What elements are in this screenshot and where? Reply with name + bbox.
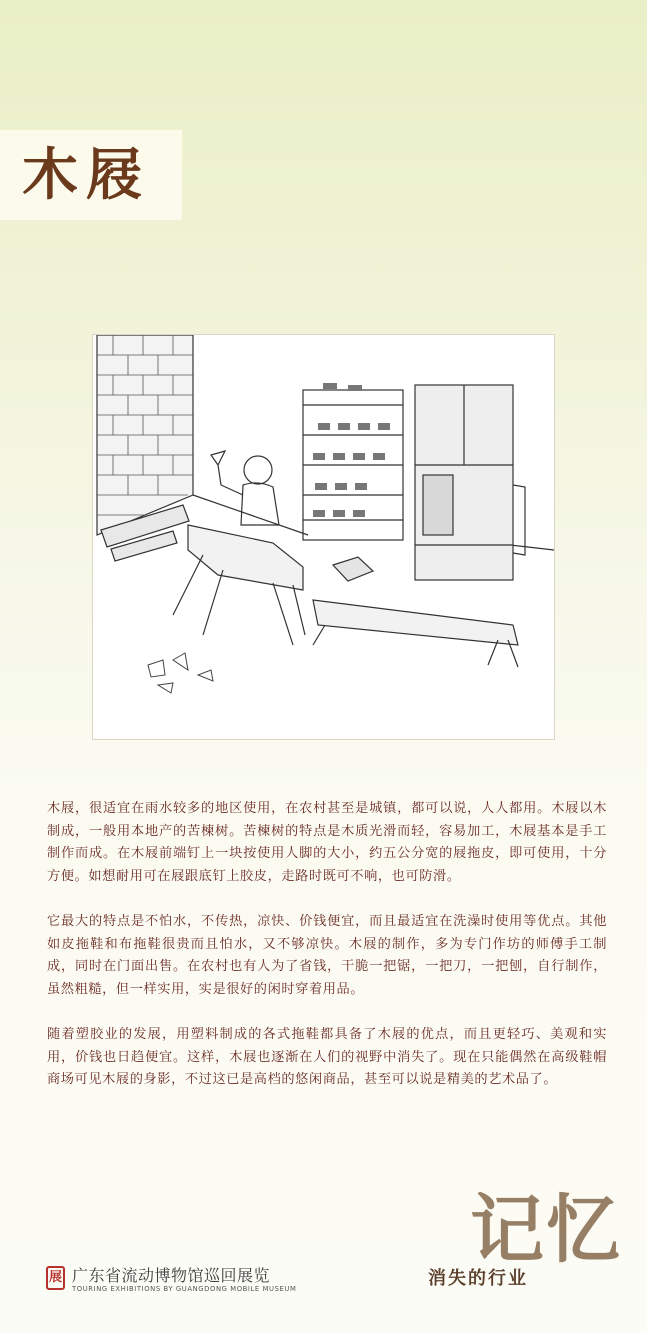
article-body [47, 798, 607, 1115]
paragraph-2: 它最大的特点是不怕水，不传热，凉快、价钱便宜，而且最适宜在洗澡时使用等优点。其他如皮拖鞋和布拖鞋很贵而且怕水，又不够凉快。木屐的制作，多为专门作坊的师傅手工制成，同时在门面出售。在农村也有人为了省钱，干脆一把锯，一把刀，一把刨，自行制作，虽然粗糙，但一样实用，实是很好的闲时穿着用品。 [47, 914, 607, 997]
series-subtitle: 消失的行业 [428, 1268, 528, 1289]
woodworking-sketch-icon [93, 335, 554, 739]
museum-logo-icon: 展 [46, 1266, 65, 1290]
organizer-name: 广东省流动博物馆巡回展览 [72, 1266, 271, 1285]
series-logo-text: 记忆 [470, 1187, 622, 1273]
organizer-name-english: TOURING EXHIBITIONS BY GUANGDONG MOBILE MUSEUM [72, 1285, 297, 1293]
paragraph-1: 木屐，很适宜在雨水较多的地区使用，在农村甚至是城镇，都可以说，人人都用。木屐以木制成，一般用本地产的苦楝树。苦楝树的特点是木质光滑而轻，容易加工，木屐基本是手工制作而成。在木屐前端钉上一块按使用人脚的大小，约五公分宽的屐拖皮，即可使用，十分方便。如想耐用可在屐跟底钉上胶皮，走路时既可不响，也可防滑。 [47, 801, 607, 884]
page-title: 木屐 [22, 142, 150, 208]
paragraph-3: 随着塑胶业的发展，用塑料制成的各式拖鞋都具备了木屐的优点，而且更轻巧、美观和实用，价钱也日趋便宜。这样，木屐也逐渐在人们的视野中消失了。现在只能偶然在高级鞋帽商场可见木屐的身影，不过这已是高档的悠闲商品，甚至可以说是精美的艺术品了。 [47, 1027, 607, 1087]
woodworking-illustration [92, 334, 555, 740]
